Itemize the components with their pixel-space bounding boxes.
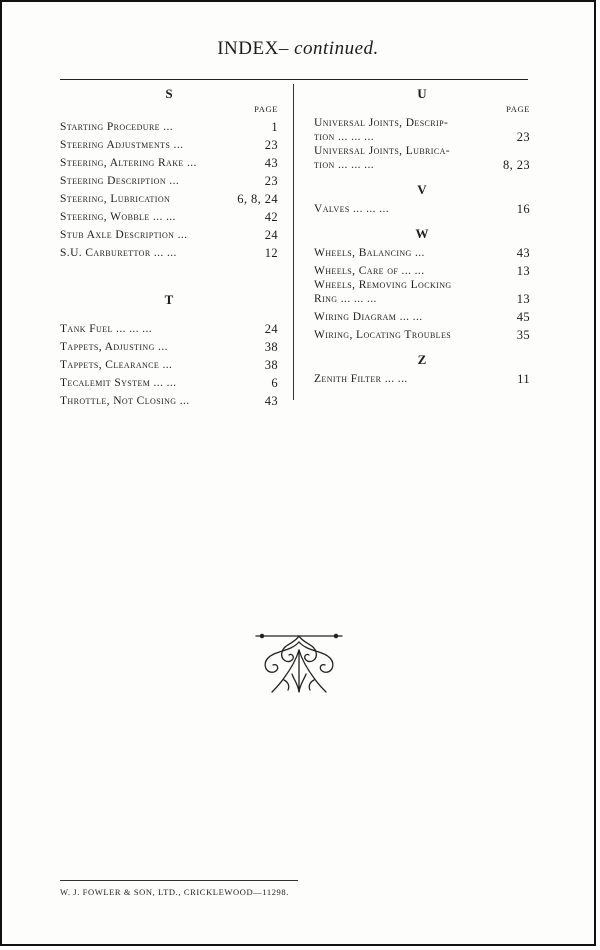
entry-label: Tappets, Clearance ... <box>60 359 173 371</box>
index-entry <box>60 318 278 336</box>
entry-label: Throttle, Not Closing ... <box>60 395 190 407</box>
right-column <box>314 86 530 386</box>
entry-label: Tappets, Adjusting ... <box>60 341 168 353</box>
title-dash: – <box>278 38 289 59</box>
entry-page: 8, 23 <box>503 158 530 172</box>
footer-rule <box>60 880 298 881</box>
entry-page: 38 <box>264 358 278 372</box>
index-entry <box>60 188 278 206</box>
section-letter-u: U <box>417 86 427 101</box>
entry-label: Zenith Filter ... ... <box>314 373 408 385</box>
title-main: INDEX <box>217 38 279 59</box>
entry-page: 35 <box>516 328 530 342</box>
index-entry <box>60 242 278 260</box>
index-entry <box>314 278 530 306</box>
index-entry <box>60 390 278 408</box>
index-entry <box>314 368 530 386</box>
index-entry <box>314 324 530 342</box>
entry-label: Starting Procedure ... <box>60 121 174 133</box>
index-entry <box>60 206 278 224</box>
entry-page: 1 <box>271 120 278 134</box>
entry-page: 38 <box>264 340 278 354</box>
entry-page: 12 <box>264 246 278 260</box>
index-entry <box>60 336 278 354</box>
entry-page: 45 <box>516 310 530 324</box>
index-entry <box>314 116 530 144</box>
section-letter-z: Z <box>417 352 427 367</box>
entry-page: 43 <box>264 156 278 170</box>
entry-label: Tecalemit System ... ... <box>60 377 177 389</box>
entry-page: 24 <box>264 322 278 336</box>
entry-page: 6, 8, 24 <box>237 192 278 206</box>
entry-page: 24 <box>264 228 278 242</box>
entry-label: Wheels, Removing Locking Ring ... ... ... <box>314 279 452 305</box>
index-entry <box>314 198 530 216</box>
index-entry <box>60 116 278 134</box>
section-letter-v: V <box>417 182 427 197</box>
section-spacer <box>60 308 278 318</box>
index-entry <box>60 152 278 170</box>
entry-page: 23 <box>264 138 278 152</box>
page-column-header: PAGE <box>506 104 530 114</box>
entry-label: S.U. Carburettor ... ... <box>60 247 177 259</box>
index-entry <box>60 354 278 372</box>
index-entry <box>60 170 278 188</box>
entry-page: 43 <box>264 394 278 408</box>
entry-label: Steering, Lubrication <box>60 193 171 205</box>
entry-label: Wheels, Care of ... ... <box>314 265 425 277</box>
section-spacer <box>60 260 278 292</box>
entry-label: Steering Description ... <box>60 175 180 187</box>
section-spacer <box>314 216 530 226</box>
entry-page: 43 <box>516 246 530 260</box>
section-spacer <box>314 342 530 352</box>
section-spacer <box>314 172 530 182</box>
page-title <box>2 38 594 60</box>
entry-label: Universal Joints, Lubrica- tion ... ... ... <box>314 145 450 171</box>
index-entry <box>314 144 530 172</box>
entry-page: 13 <box>516 264 530 278</box>
header-rule <box>60 79 528 80</box>
title-suffix: continued. <box>294 38 379 59</box>
index-entry <box>314 306 530 324</box>
entry-page: 16 <box>516 202 530 216</box>
index-entry <box>60 224 278 242</box>
left-column <box>60 86 278 408</box>
entry-label: Steering, Altering Rake ... <box>60 157 197 169</box>
entry-label: Universal Joints, Descrip- tion ... ... ... <box>314 117 449 143</box>
section-letter-s: S <box>165 86 173 101</box>
entry-label: Stub Axle Description ... <box>60 229 188 241</box>
printer-imprint: W. J. FOWLER & SON, LTD., CRICKLEWOOD—11298. <box>60 887 289 897</box>
entry-page: 42 <box>264 210 278 224</box>
entry-page: 23 <box>516 130 530 144</box>
entry-label: Steering, Wobble ... ... <box>60 211 176 223</box>
ornament-icon <box>254 630 344 700</box>
entry-page: 6 <box>271 376 278 390</box>
entry-label: Wheels, Balancing ... <box>314 247 425 259</box>
index-entry <box>314 242 530 260</box>
page-column-header: PAGE <box>254 104 278 114</box>
entry-label: Tank Fuel ... ... ... <box>60 323 153 335</box>
entry-page: 23 <box>264 174 278 188</box>
section-letter-w: W <box>415 226 429 241</box>
entry-label: Steering Adjustments ... <box>60 139 184 151</box>
entry-label: Wiring Diagram ... ... <box>314 311 423 323</box>
index-entry <box>60 134 278 152</box>
entry-label: Valves ... ... ... <box>314 203 390 215</box>
column-divider <box>293 84 294 400</box>
entry-page: 11 <box>517 372 530 386</box>
index-entry <box>60 372 278 390</box>
entry-page: 13 <box>516 292 530 306</box>
entry-label: Wiring, Locating Troubles <box>314 329 452 341</box>
section-letter-t: T <box>164 292 174 307</box>
index-entry <box>314 260 530 278</box>
